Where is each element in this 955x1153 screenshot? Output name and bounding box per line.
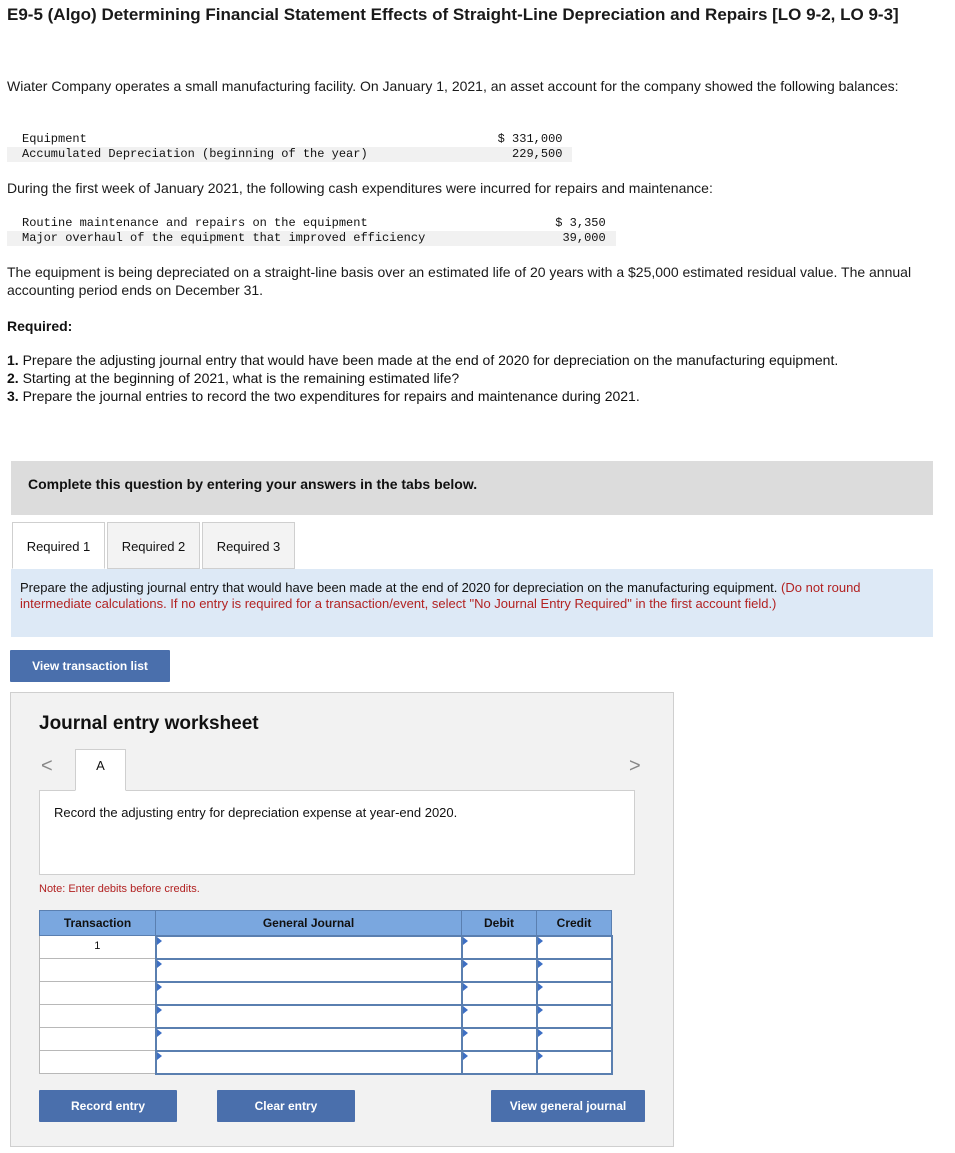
table-row bbox=[7, 147, 572, 162]
chevron-left-icon[interactable]: < bbox=[41, 755, 53, 777]
balance-label: Equipment bbox=[22, 132, 87, 146]
transaction-cell bbox=[40, 1005, 156, 1028]
table-row bbox=[7, 231, 616, 246]
debit-input[interactable] bbox=[462, 1028, 537, 1051]
table-header-row bbox=[40, 911, 612, 936]
account-input[interactable] bbox=[156, 982, 462, 1005]
table-row bbox=[40, 1051, 612, 1074]
problem-title: E9-5 (Algo) Determining Financial Statement Effects of Straight-Line Depreciation and Repairs [LO 9-2, LO 9-3] bbox=[7, 5, 899, 24]
tab-required-1[interactable]: Required 1 bbox=[12, 522, 105, 569]
table-row bbox=[40, 936, 612, 959]
journal-entry-worksheet bbox=[10, 692, 674, 1147]
worksheet-description: Record the adjusting entry for depreciation expense at year-end 2020. bbox=[39, 790, 635, 875]
view-transaction-list-button[interactable]: View transaction list bbox=[10, 650, 170, 682]
item-text: Starting at the beginning of 2021, what is the remaining estimated life? bbox=[22, 370, 460, 386]
item-number: 1. bbox=[7, 352, 19, 368]
account-input[interactable] bbox=[156, 936, 462, 959]
transaction-cell bbox=[40, 982, 156, 1005]
expenditure-value: $ 3,350 bbox=[555, 216, 606, 230]
list-item bbox=[7, 369, 907, 387]
worksheet-tab-a[interactable]: A bbox=[75, 749, 126, 791]
debit-input[interactable] bbox=[462, 936, 537, 959]
worksheet-title: Journal entry worksheet bbox=[39, 713, 259, 734]
table-row bbox=[40, 1028, 612, 1051]
balance-value: $ 331,000 bbox=[497, 132, 563, 146]
table-row bbox=[7, 216, 616, 231]
tab-required-2[interactable]: Required 2 bbox=[107, 522, 200, 569]
account-input[interactable] bbox=[156, 1028, 462, 1051]
transaction-cell bbox=[40, 1051, 156, 1074]
expenditure-value: 39,000 bbox=[435, 231, 615, 246]
balances-table bbox=[7, 132, 572, 162]
clear-entry-button[interactable]: Clear entry bbox=[217, 1090, 355, 1122]
transaction-cell bbox=[40, 1028, 156, 1051]
debit-input[interactable] bbox=[462, 1005, 537, 1028]
table-row bbox=[40, 1005, 612, 1028]
credit-input[interactable] bbox=[537, 959, 612, 982]
account-input[interactable] bbox=[156, 1005, 462, 1028]
column-header-general-journal: General Journal bbox=[156, 911, 462, 936]
list-item bbox=[7, 387, 907, 405]
balance-value: 229,500 bbox=[378, 147, 573, 162]
credit-input[interactable] bbox=[537, 1028, 612, 1051]
expenditures-intro: During the first week of January 2021, the following cash expenditures were incurred for repairs and maintenance: bbox=[7, 180, 713, 196]
transaction-number: 1 bbox=[40, 936, 156, 959]
depreciation-paragraph: The equipment is being depreciated on a straight-line basis over an estimated life of 20 years with a $25,000 estimated residual value. The annual accounting period ends on December 31. bbox=[7, 264, 912, 298]
credit-input[interactable] bbox=[537, 936, 612, 959]
journal-grid bbox=[39, 910, 613, 1075]
item-number: 3. bbox=[7, 388, 19, 404]
record-entry-button[interactable]: Record entry bbox=[39, 1090, 177, 1122]
expenditure-label: Major overhaul of the equipment that improved efficiency bbox=[7, 231, 435, 246]
credit-input[interactable] bbox=[537, 1005, 612, 1028]
item-number: 2. bbox=[7, 370, 19, 386]
worksheet-note: Note: Enter debits before credits. bbox=[39, 883, 200, 895]
chevron-right-icon[interactable]: > bbox=[629, 755, 641, 777]
item-text: Prepare the journal entries to record the two expenditures for repairs and maintenance during 2021. bbox=[22, 388, 640, 404]
column-header-debit: Debit bbox=[462, 911, 537, 936]
complete-banner bbox=[11, 461, 933, 515]
instructions-note: (Do not round intermediate calculations. If no entry is required for a transaction/event, select "No Journal Entry Required" in the first account field.) bbox=[20, 580, 861, 611]
expenditure-label: Routine maintenance and repairs on the equipment bbox=[22, 216, 368, 230]
credit-input[interactable] bbox=[537, 1051, 612, 1074]
item-text: Prepare the adjusting journal entry that would have been made at the end of 2020 for depreciation on the manufacturing equipment. bbox=[22, 352, 839, 368]
view-general-journal-button[interactable]: View general journal bbox=[491, 1090, 645, 1122]
table-row bbox=[7, 132, 572, 147]
instructions-main: Prepare the adjusting journal entry that would have been made at the end of 2020 for depreciation on the manufacturing equipment. bbox=[20, 580, 778, 595]
table-row bbox=[40, 982, 612, 1005]
list-item bbox=[7, 351, 907, 369]
required-heading: Required: bbox=[7, 318, 73, 334]
intro-paragraph: Wiater Company operates a small manufacturing facility. On January 1, 2021, an asset account for the company showed the following balances: bbox=[7, 78, 899, 94]
debit-input[interactable] bbox=[462, 982, 537, 1005]
table-row bbox=[40, 959, 612, 982]
debit-input[interactable] bbox=[462, 959, 537, 982]
account-input[interactable] bbox=[156, 1051, 462, 1074]
debit-input[interactable] bbox=[462, 1051, 537, 1074]
transaction-cell bbox=[40, 959, 156, 982]
account-input[interactable] bbox=[156, 959, 462, 982]
complete-banner-text: Complete this question by entering your answers in the tabs below. bbox=[28, 476, 478, 492]
column-header-transaction: Transaction bbox=[40, 911, 156, 936]
credit-input[interactable] bbox=[537, 982, 612, 1005]
column-header-credit: Credit bbox=[537, 911, 612, 936]
tab-required-3[interactable]: Required 3 bbox=[202, 522, 295, 569]
instructions-panel bbox=[11, 569, 933, 637]
required-list bbox=[7, 351, 907, 405]
balance-label: Accumulated Depreciation (beginning of the year) bbox=[7, 147, 378, 162]
expenditures-table bbox=[7, 216, 616, 246]
